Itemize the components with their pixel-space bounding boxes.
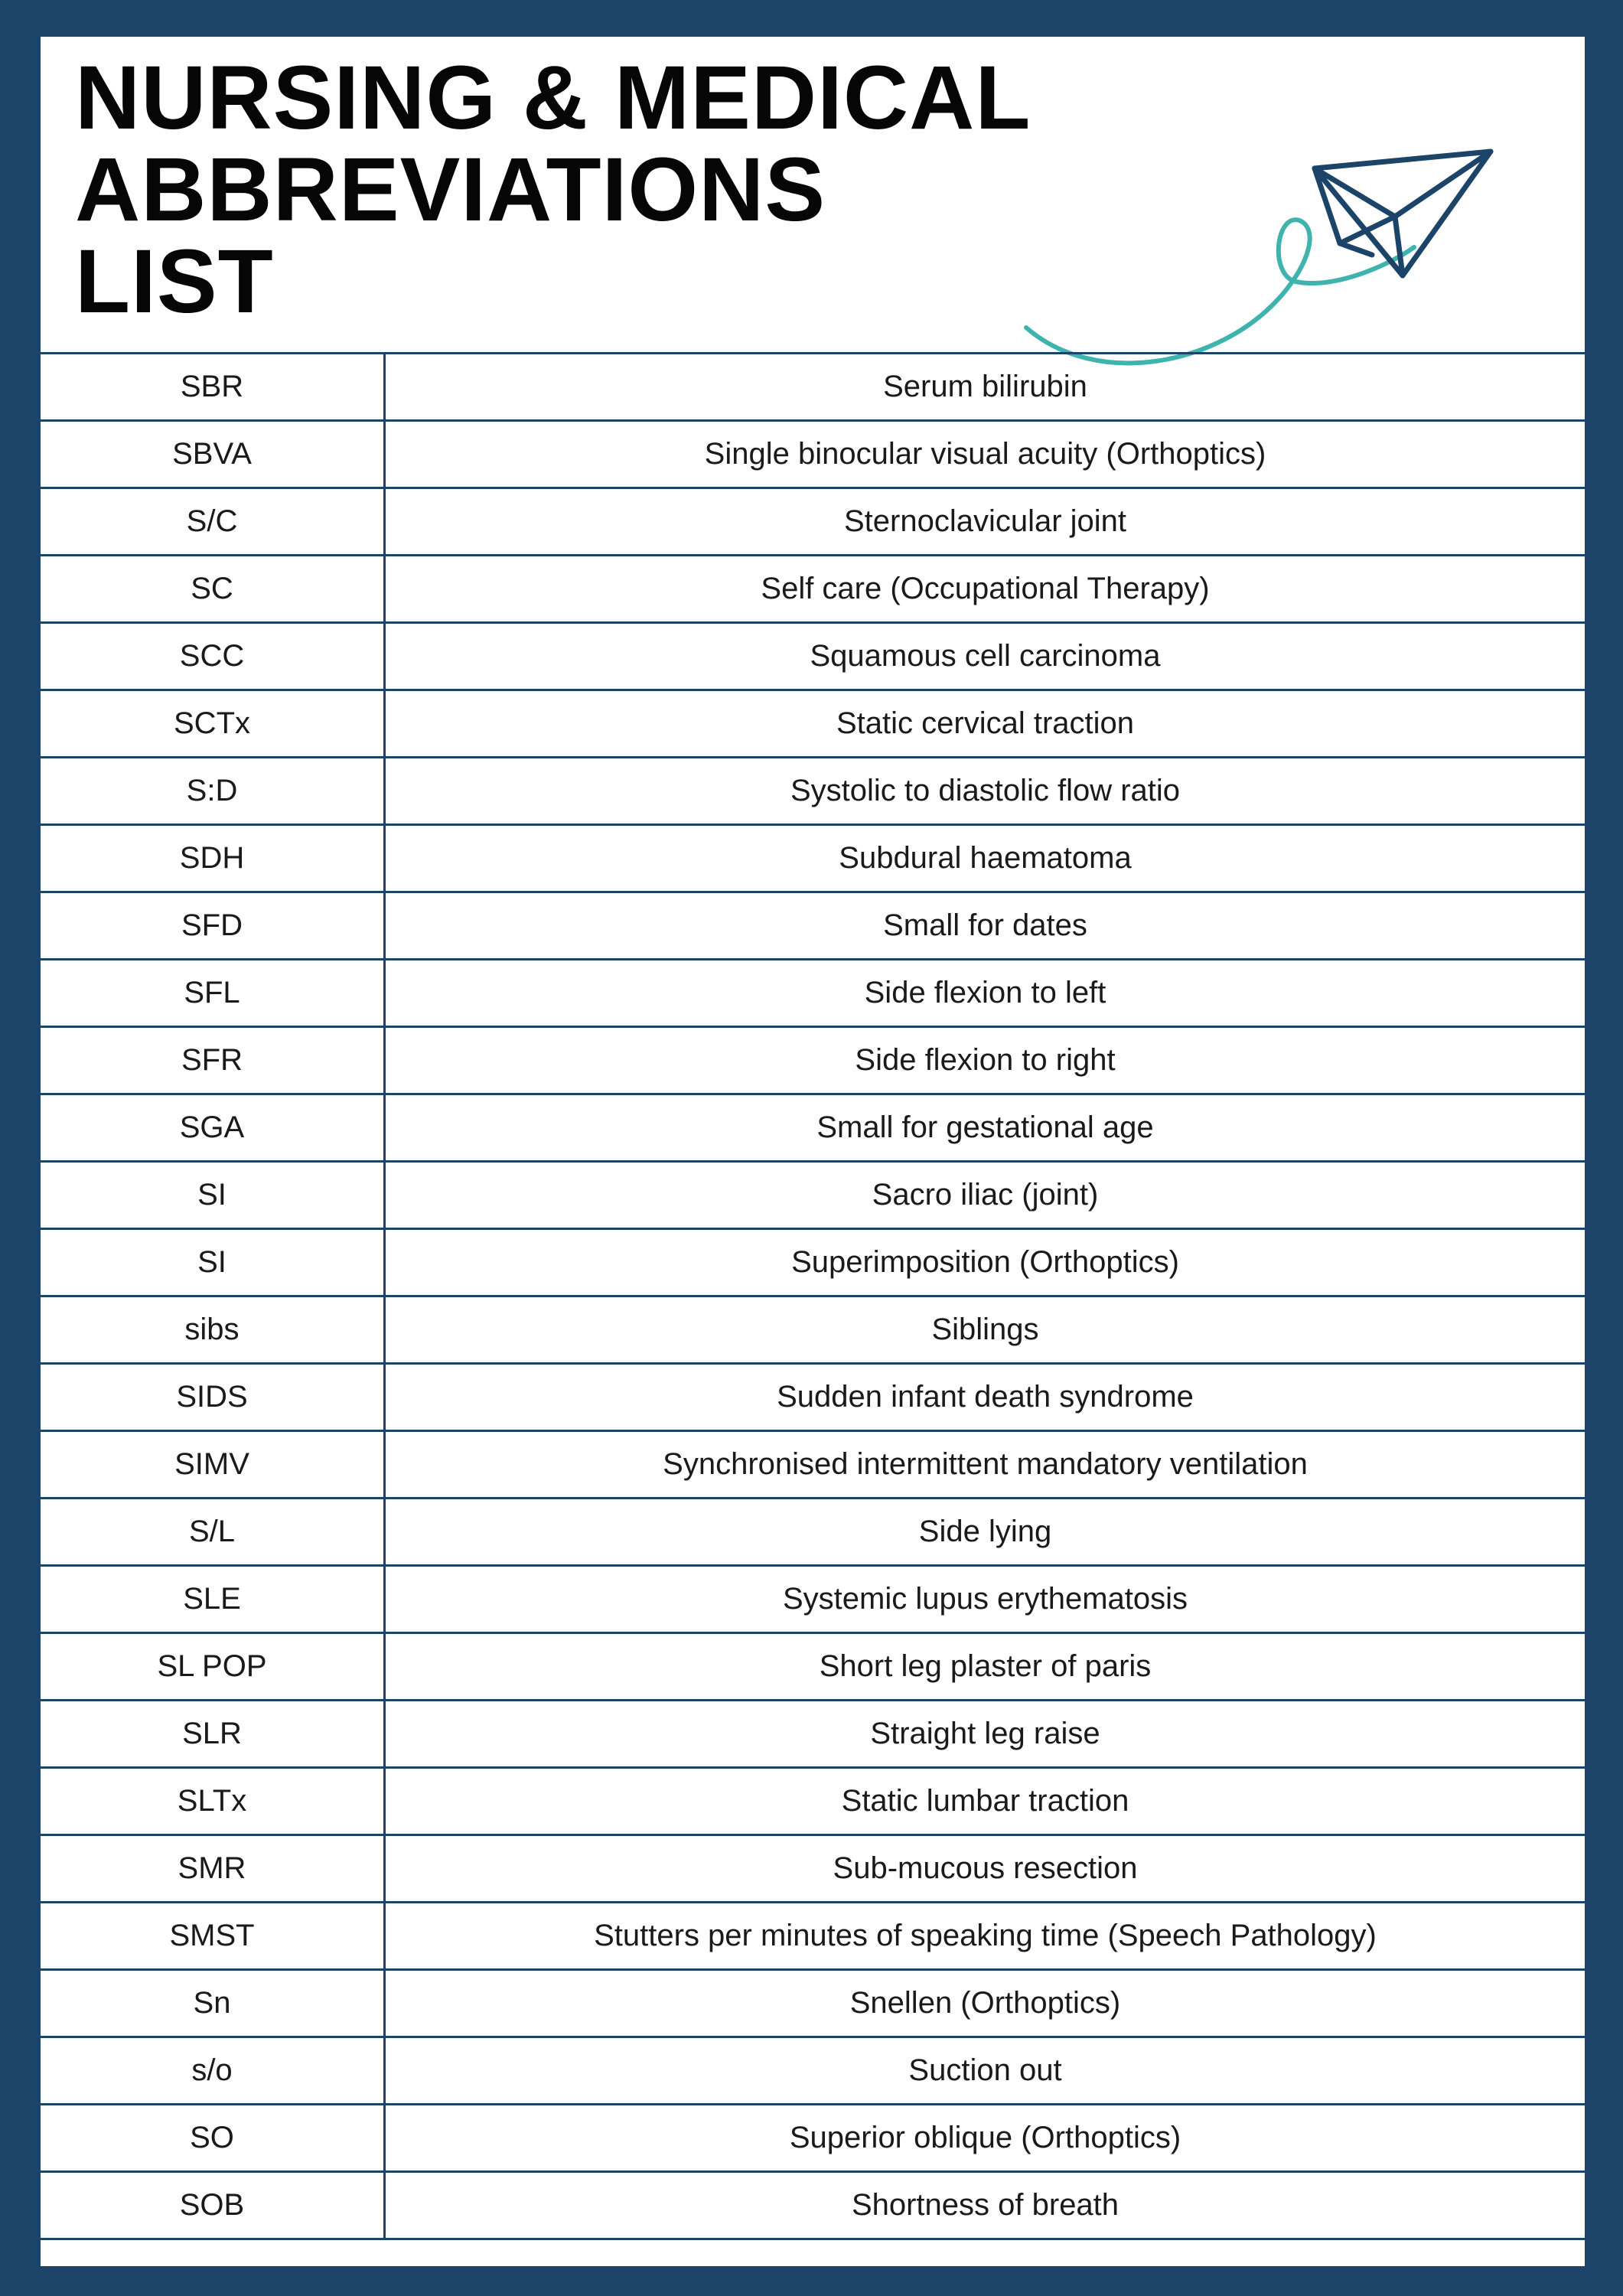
- meaning-cell: Sub-mucous resection: [833, 1851, 1138, 1885]
- table-row: [41, 1297, 1585, 1365]
- meaning-cell: Superimposition (Orthoptics): [791, 1245, 1179, 1279]
- meaning-cell: Single binocular visual acuity (Orthoptics): [704, 437, 1266, 471]
- document-sheet: [41, 37, 1585, 2266]
- meaning-cell: Siblings: [931, 1313, 1039, 1346]
- meaning-cell: Sacro iliac (joint): [872, 1178, 1099, 1212]
- abbreviation-cell: SC: [41, 556, 386, 621]
- meaning-cell: Suction out: [908, 2053, 1062, 2087]
- meaning-cell: Static lumbar traction: [841, 1784, 1129, 1818]
- meaning-cell: Shortness of breath: [851, 2188, 1119, 2222]
- abbreviation-cell: S:D: [41, 758, 386, 823]
- abbreviation-cell: SFL: [41, 960, 386, 1026]
- abbreviation-cell: SMST: [41, 1903, 386, 1968]
- title-line-2: ABBREVIATIONS: [75, 139, 826, 240]
- abbreviation-cell: SI: [41, 1163, 386, 1228]
- table-row: [41, 1769, 1585, 1836]
- table-row: [41, 1634, 1585, 1701]
- meaning-cell: Side flexion to left: [864, 976, 1106, 1009]
- table-row: [41, 691, 1585, 758]
- meaning-cell: Side flexion to right: [855, 1043, 1116, 1077]
- meaning-cell: Static cervical traction: [836, 706, 1135, 740]
- abbreviation-cell: SLE: [41, 1567, 386, 1632]
- table-row: [41, 1095, 1585, 1163]
- table-row: [41, 2038, 1585, 2105]
- meaning-cell: Straight leg raise: [870, 1717, 1100, 1750]
- table-row: [41, 893, 1585, 960]
- abbreviation-cell: SFR: [41, 1028, 386, 1093]
- meaning-cell: Side lying: [918, 1515, 1052, 1548]
- abbreviation-cell: SOB: [41, 2173, 386, 2238]
- table-row: [41, 758, 1585, 826]
- meaning-cell: Small for dates: [883, 908, 1087, 942]
- meaning-cell: Subdural haematoma: [839, 841, 1132, 875]
- meaning-cell: Small for gestational age: [816, 1110, 1154, 1144]
- meaning-cell: Synchronised intermittent mandatory ventilation: [663, 1447, 1308, 1481]
- table-row: [41, 624, 1585, 691]
- paper-plane-icon: [974, 98, 1525, 373]
- table-row: [41, 1499, 1585, 1567]
- table-row: [41, 1230, 1585, 1297]
- abbreviation-cell: SBVA: [41, 422, 386, 487]
- table-row: [41, 556, 1585, 624]
- page-title: [75, 47, 1031, 332]
- plane-trail: [1026, 220, 1414, 363]
- meaning-cell: Squamous cell carcinoma: [810, 639, 1161, 673]
- table-row: [41, 1903, 1585, 1971]
- plane-body: [1315, 152, 1491, 276]
- table-row: [41, 1971, 1585, 2038]
- table-row: [41, 1567, 1585, 1634]
- abbreviation-cell: SI: [41, 1230, 386, 1295]
- abbreviation-cell: SFD: [41, 893, 386, 958]
- abbreviations-table: [41, 352, 1585, 2240]
- title-line-3: LIST: [75, 231, 274, 332]
- abbreviation-cell: SCC: [41, 624, 386, 689]
- meaning-cell: Sudden infant death syndrome: [777, 1380, 1194, 1414]
- abbreviation-cell: SGA: [41, 1095, 386, 1160]
- table-row: [41, 1701, 1585, 1769]
- abbreviation-cell: SL POP: [41, 1634, 386, 1699]
- abbreviation-cell: SDH: [41, 826, 386, 891]
- table-row: [41, 826, 1585, 893]
- meaning-cell: Snellen (Orthoptics): [849, 1986, 1121, 2020]
- abbreviation-cell: SCTx: [41, 691, 386, 756]
- abbreviation-cell: SLR: [41, 1701, 386, 1766]
- abbreviation-cell: SIMV: [41, 1432, 386, 1497]
- table-row: [41, 422, 1585, 489]
- abbreviation-cell: SIDS: [41, 1365, 386, 1430]
- abbreviation-cell: S/L: [41, 1499, 386, 1564]
- table-row: [41, 2173, 1585, 2240]
- abbreviation-cell: S/C: [41, 489, 386, 554]
- table-row: [41, 1163, 1585, 1230]
- abbreviation-cell: SLTx: [41, 1769, 386, 1834]
- abbreviation-cell: Sn: [41, 1971, 386, 2036]
- table-row: [41, 1432, 1585, 1499]
- table-row: [41, 1365, 1585, 1432]
- table-row: [41, 1028, 1585, 1095]
- table-row: [41, 489, 1585, 556]
- table-row: [41, 2105, 1585, 2173]
- meaning-cell: Systolic to diastolic flow ratio: [790, 774, 1181, 807]
- meaning-cell: Sternoclavicular joint: [843, 504, 1127, 538]
- abbreviation-cell: SBR: [41, 354, 386, 419]
- table-row: [41, 354, 1585, 422]
- meaning-cell: Superior oblique (Orthoptics): [789, 2121, 1181, 2154]
- table-row: [41, 1836, 1585, 1903]
- abbreviation-cell: sibs: [41, 1297, 386, 1362]
- abbreviation-cell: s/o: [41, 2038, 386, 2103]
- meaning-cell: Short leg plaster of paris: [819, 1649, 1152, 1683]
- abbreviation-cell: SO: [41, 2105, 386, 2170]
- meaning-cell: Systemic lupus erythematosis: [782, 1582, 1188, 1616]
- meaning-cell: Self care (Occupational Therapy): [761, 572, 1210, 605]
- meaning-cell: Stutters per minutes of speaking time (Speech Pathology): [594, 1919, 1377, 1952]
- meaning-cell: Serum bilirubin: [883, 370, 1087, 403]
- abbreviation-cell: SMR: [41, 1836, 386, 1901]
- table-row: [41, 960, 1585, 1028]
- title-line-1: NURSING & MEDICAL: [75, 47, 1031, 148]
